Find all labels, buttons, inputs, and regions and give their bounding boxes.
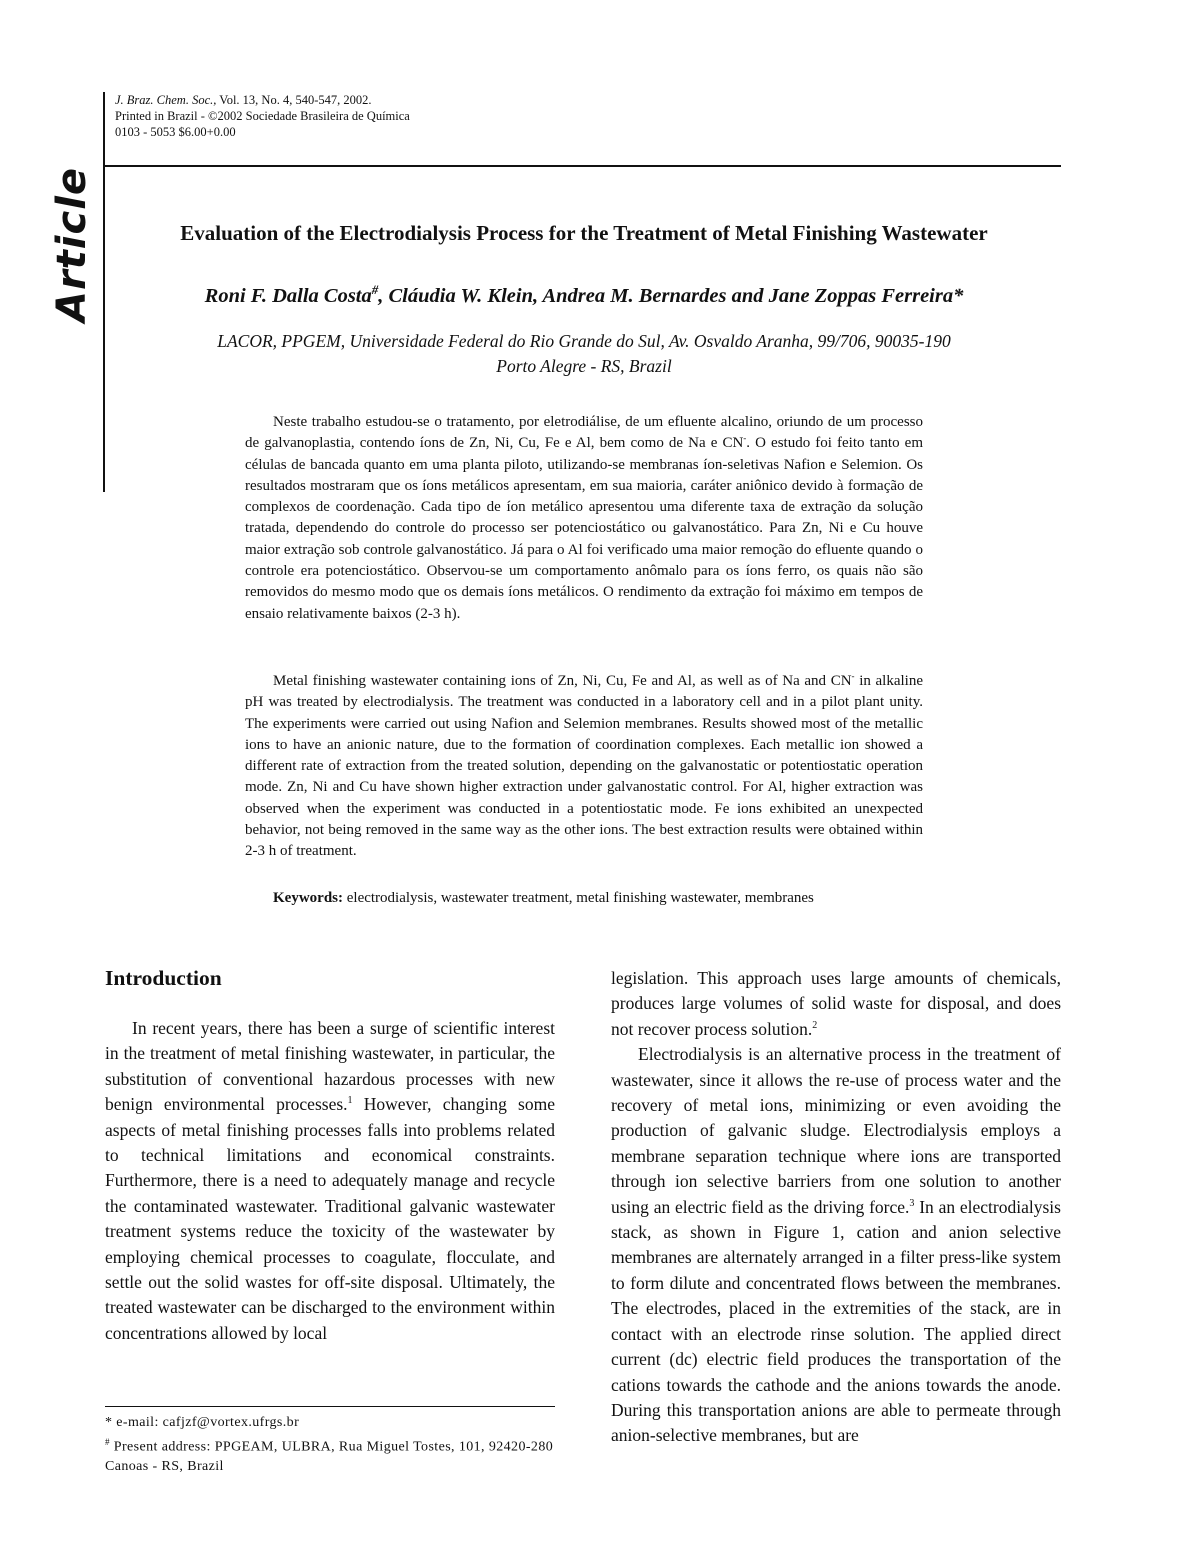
journal-header	[115, 92, 410, 140]
ref-3: 3	[909, 1197, 915, 1209]
intro-paragraph-1-cont	[611, 966, 1061, 1042]
section-heading-introduction: Introduction	[105, 966, 222, 990]
abstract-pt-part-1: Neste trabalho estudou-se o tratamento, por eletrodiálise, de um efluente alcalino, oriundo de um processo de galvanoplastia, contendo íons de Zn, Ni, Cu, Fe e Al, bem como de Na e CN	[245, 414, 923, 452]
footnote-present-mark: #	[105, 1436, 110, 1447]
intro-p1-part-2: However, changing some aspects of metal finishing processes falls into problems related to technical limitations and economical constraints. Furthermore, there is a need to adequately manage and recycle the contaminated wastewater. Traditional galvanic wastewater treatment systems reduce the toxicity of the wastewater by employing chemical processes to coagulate, flocculate, and settle out the solid wastes for off-site disposal. Ultimately, the treated wastewater can be discharged to the environment within concentrations allowed by local	[105, 1094, 555, 1343]
affiliation-line-2: Porto Alegre - RS, Brazil	[496, 356, 672, 376]
column-left	[105, 1016, 555, 1346]
journal-name: J. Braz. Chem. Soc.,	[115, 93, 217, 107]
article-type-text: Article	[49, 166, 95, 322]
footnote-present-text: Present address: PPGEAM, ULBRA, Rua Miguel Tostes, 101, 92420-280 Canoas - RS, Brazil	[105, 1439, 554, 1474]
footnote-rule	[105, 1406, 555, 1407]
keywords-text: electrodialysis, wastewater treatment, metal finishing wastewater, membranes	[343, 890, 814, 906]
author-first-mark: #	[371, 282, 379, 297]
affiliation	[105, 329, 1063, 379]
intro-p1-cont-text: legislation. This approach uses large amounts of chemicals, produces large volumes of solid waste for disposal, and does not recover process solution.	[611, 968, 1061, 1039]
header-rule	[103, 165, 1061, 167]
footnotes	[105, 1413, 555, 1476]
journal-citation	[115, 92, 410, 108]
intro-p2-part-2: In an electrodialysis stack, as shown in Figure 1, cation and anion selective membranes are alternately arranged in a filter press-like system to form dilute and concentrated flows between the membranes. The electrodes, placed in the extremities of the stack, are in contact with an electrode rinse solution. The applied direct current (dc) electric field produces the transportation of the cations towards the cathode and the anions towards the anode. During this transportation anions are able to permeate through anion-selective membranes, but are	[611, 1196, 1061, 1446]
intro-paragraph-1	[105, 1016, 555, 1346]
author-others: , Cláudia W. Klein, Andrea M. Bernardes and Jane Zoppas Ferreira*	[378, 284, 964, 307]
column-right	[611, 966, 1061, 1449]
abstract-pt-part-2: . O estudo foi feito tanto em células de bancada quanto em uma planta piloto, utilizando-se membranas íon-seletivas Nafion e Selemion. Os resultados mostraram que os íons metálicos apresentam, em sua maioria, caráter aniônico devido à formação de complexos de coordenação. Cada tipo de íon metálico apresentou uma diferente taxa de extração da solução tratada, dependendo do controle do processo ser potenciostático ou galvanostático. Para Zn, Ni e Cu houve maior extração sob controle galvanostático. Já para o Al foi verificado uma maior remoção do efluente quando o controle era potenciostático. Observou-se um comportamento anômalo para os íons ferro, os quais não são removidos do mesmo modo que os demais íons metálicos. O rendimento da extração foi máximo em tempos de ensaio relativamente baixos (2-3 h).	[245, 435, 924, 622]
abstract-pt-sup: -	[743, 433, 747, 444]
paper-title: Evaluation of the Electrodialysis Process for the Treatment of Metal Finishing Wastewater	[180, 221, 988, 245]
abstract-english	[245, 671, 923, 863]
intro-paragraph-2	[611, 1042, 1061, 1449]
journal-volume: Vol. 13, No. 4, 540-547, 2002.	[219, 93, 372, 107]
keywords	[245, 888, 923, 909]
abstract-en-part-2: in alkaline pH was treated by electrodialysis. The treatment was conducted in a laboratory cell and in a pilot plant unity. The experiments were carried out using Nafion and Selemion membranes. Results showed most of the metallic ions to have an anionic nature, due to the formation of coordination complexes. Each metallic ion showed a different rate of extraction from the treated solution, depending on the galvanostatic or potentiostatic operation mode. Zn, Ni and Cu have shown higher extraction under galvanostatic control. For Al, higher extraction was observed when the experiment was conducted in a potentiostatic mode. Fe ions exhibited an unexpected behavior, not being removed in the same way as the other ions. The best extraction results were obtained within 2-3 h of treatment.	[245, 673, 923, 860]
keywords-label: Keywords:	[273, 890, 343, 906]
abstract-en-sup: -	[851, 671, 855, 681]
footnote-present-address	[105, 1433, 555, 1477]
intro-p2-part-1: Electrodialysis is an alternative process in the treatment of wastewater, since it allows the re-use of process water and the recovery of metal ions, minimizing or even avoiding the production of galvanic sludge. Electrodialysis employs a membrane separation technique where ions are transported through ion selective barriers from one solution to another using an electric field as the driving force.	[611, 1044, 1061, 1217]
ref-1: 1	[347, 1095, 353, 1107]
affiliation-line-1: LACOR, PPGEM, Universidade Federal do Rio Grande do Sul, Av. Osvaldo Aranha, 99/706, 90035-190	[217, 331, 951, 351]
author-list	[105, 276, 1063, 310]
abstract-en-part-1: Metal finishing wastewater containing ions of Zn, Ni, Cu, Fe and Al, as well as of Na and CN	[273, 673, 852, 689]
ref-2: 2	[812, 1019, 818, 1031]
footnote-email: * e-mail: cafjzf@vortex.ufrgs.br	[105, 1415, 300, 1430]
author-first: Roni F. Dalla Costa	[204, 284, 372, 307]
abstract-portuguese	[245, 412, 923, 625]
journal-issn: 0103 - 5053 $6.00+0.00	[115, 125, 236, 139]
journal-printed: Printed in Brazil - ©2002 Sociedade Brasileira de Química	[115, 109, 410, 123]
intro-p1-part-1: In recent years, there has been a surge of scientific interest in the treatment of metal finishing wastewater, in particular, the substitution of conventional hazardous processes with new benign environmental processes.	[105, 1018, 555, 1115]
